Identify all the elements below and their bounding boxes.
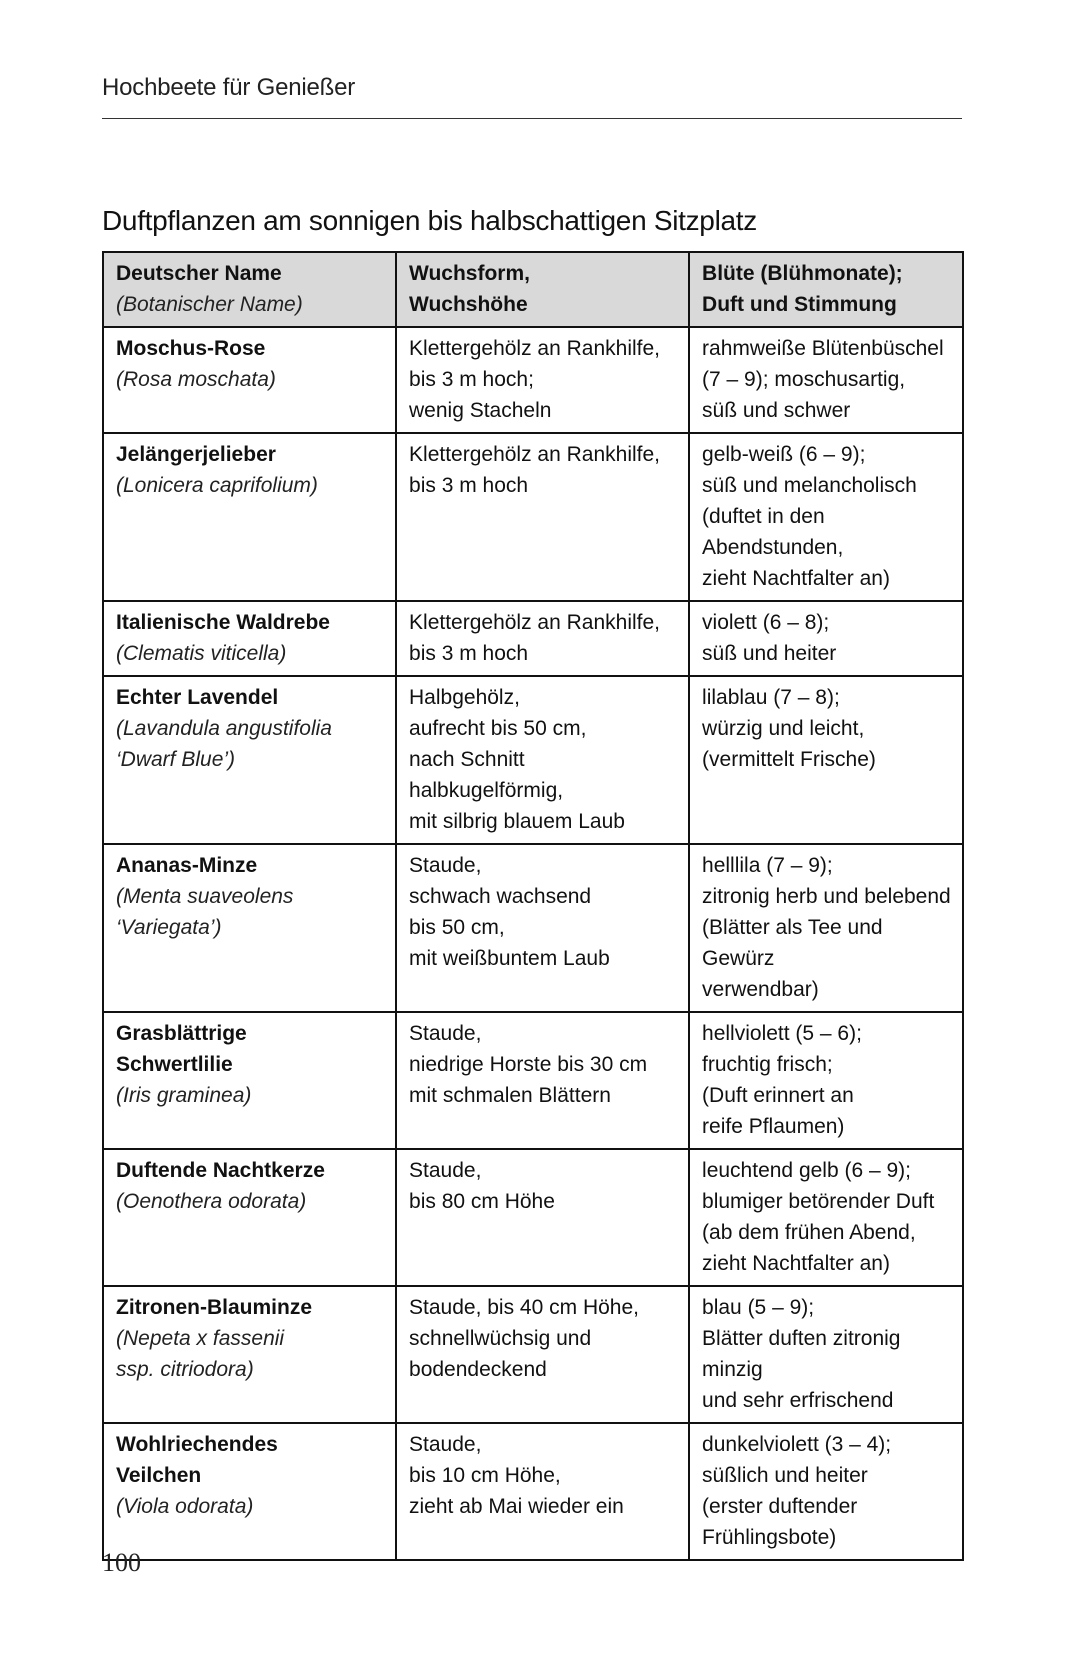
growth-text: bis 3 m hoch; <box>409 368 534 391</box>
bloom-text: blau (5 – 9); <box>702 1296 815 1319</box>
cell-growth <box>396 1149 689 1286</box>
bloom-text: (7 – 9); moschusartig, <box>702 368 906 391</box>
botanical-name: (Clematis viticella) <box>116 642 287 665</box>
cell-bloom <box>689 1423 963 1560</box>
cell-bloom <box>689 1286 963 1423</box>
german-name: Wohlriechendes <box>116 1433 278 1456</box>
growth-text: Klettergehölz an Rankhilfe, <box>409 443 661 466</box>
cell-bloom <box>689 1149 963 1286</box>
growth-text: Staude, <box>409 1159 482 1182</box>
bloom-text: lilablau (7 – 8); <box>702 686 840 709</box>
german-name: Grasblättrige <box>116 1022 247 1045</box>
bloom-text: leuchtend gelb (6 – 9); <box>702 1159 912 1182</box>
bloom-text: süß und melancholisch <box>702 474 917 497</box>
cell-bloom <box>689 327 963 433</box>
growth-text: mit schmalen Blättern <box>409 1084 611 1107</box>
growth-text: Klettergehölz an Rankhilfe, <box>409 337 661 360</box>
header-name <box>103 252 396 327</box>
german-name: Ananas-Minze <box>116 854 258 877</box>
growth-text: wenig Stacheln <box>409 399 552 422</box>
growth-text: bis 10 cm Höhe, <box>409 1464 561 1487</box>
header-growth <box>396 252 689 327</box>
growth-text: Staude, <box>409 1022 482 1045</box>
table-body <box>103 327 963 1560</box>
cell-growth <box>396 433 689 601</box>
cell-growth <box>396 676 689 844</box>
running-head: Hochbeete für Genießer <box>102 74 356 101</box>
cell-plant-name <box>103 1423 396 1560</box>
botanical-name: (Viola odorata) <box>116 1495 254 1518</box>
bloom-text: Frühlingsbote) <box>702 1526 837 1549</box>
cell-bloom <box>689 601 963 676</box>
botanical-name: (Iris graminea) <box>116 1084 252 1107</box>
header-bloom <box>689 252 963 327</box>
botanical-name: ‘Variegata’) <box>116 916 222 939</box>
growth-text: schwach wachsend <box>409 885 592 908</box>
growth-text: mit silbrig blauem Laub <box>409 810 625 833</box>
growth-text: nach Schnitt <box>409 748 525 771</box>
cell-plant-name <box>103 433 396 601</box>
bloom-text: und sehr erfrischend <box>702 1389 894 1412</box>
bloom-text: Blätter duften zitronig minzig <box>702 1327 901 1381</box>
table-row <box>103 844 963 1012</box>
bloom-text: hellviolett (5 – 6); <box>702 1022 862 1045</box>
growth-text: Staude, bis 40 cm Höhe, <box>409 1296 639 1319</box>
table-row <box>103 1423 963 1560</box>
german-name: Echter Lavendel <box>116 686 279 709</box>
german-name: Veilchen <box>116 1464 202 1487</box>
botanical-name: (Oenothera odorata) <box>116 1190 307 1213</box>
header-growth-line2: Wuchshöhe <box>409 293 528 316</box>
bloom-text: (duftet in den Abendstunden, <box>702 505 844 559</box>
german-name: Moschus-Rose <box>116 337 266 360</box>
header-growth-line1: Wuchsform, <box>409 262 530 285</box>
growth-text: Klettergehölz an Rankhilfe, <box>409 611 661 634</box>
header-rule <box>102 118 962 119</box>
table-row <box>103 1286 963 1423</box>
bloom-text: (erster duftender <box>702 1495 858 1518</box>
bloom-text: helllila (7 – 9); <box>702 854 833 877</box>
growth-text: bodendeckend <box>409 1358 547 1381</box>
botanical-name: (Lonicera caprifolium) <box>116 474 318 497</box>
german-name: Italienische Waldrebe <box>116 611 330 634</box>
growth-text: niedrige Horste bis 30 cm <box>409 1053 648 1076</box>
cell-plant-name <box>103 1149 396 1286</box>
bloom-text: süß und heiter <box>702 642 837 665</box>
botanical-name: (Menta suaveolens <box>116 885 294 908</box>
bloom-text: fruchtig frisch; <box>702 1053 833 1076</box>
cell-bloom <box>689 1012 963 1149</box>
botanical-name: (Nepeta x fassenii <box>116 1327 285 1350</box>
header-bloom-line2: Duft und Stimmung <box>702 293 897 316</box>
german-name: Schwertlilie <box>116 1053 233 1076</box>
table-title: Duftpflanzen am sonnigen bis halbschattigen Sitzplatz <box>102 205 757 236</box>
bloom-text: (Blätter als Tee und Gewürz <box>702 916 883 970</box>
bloom-text: (ab dem frühen Abend, <box>702 1221 916 1244</box>
growth-text: aufrecht bis 50 cm, <box>409 717 587 740</box>
botanical-name: (Lavandula angustifolia <box>116 717 332 740</box>
bloom-text: zieht Nachtfalter an) <box>702 567 890 590</box>
growth-text: bis 80 cm Höhe <box>409 1190 555 1213</box>
cell-plant-name <box>103 327 396 433</box>
growth-text: bis 3 m hoch <box>409 474 529 497</box>
bloom-text: zitronig herb und belebend <box>702 885 951 908</box>
growth-text: bis 3 m hoch <box>409 642 529 665</box>
bloom-text: reife Pflaumen) <box>702 1115 845 1138</box>
german-name: Zitronen-Blauminze <box>116 1296 313 1319</box>
table-header-row <box>103 252 963 327</box>
cell-plant-name <box>103 676 396 844</box>
cell-growth <box>396 1012 689 1149</box>
cell-plant-name <box>103 601 396 676</box>
botanical-name: ssp. citriodora) <box>116 1358 254 1381</box>
growth-text: Staude, <box>409 854 482 877</box>
bloom-text: gelb-weiß (6 – 9); <box>702 443 866 466</box>
german-name: Jelängerjelieber <box>116 443 276 466</box>
bloom-text: (vermittelt Frische) <box>702 748 876 771</box>
growth-text: schnellwüchsig und <box>409 1327 592 1350</box>
growth-text: halbkugelförmig, <box>409 779 564 802</box>
botanical-name: (Rosa moschata) <box>116 368 276 391</box>
table-row <box>103 327 963 433</box>
cell-bloom <box>689 676 963 844</box>
botanical-name: ‘Dwarf Blue’) <box>116 748 236 771</box>
cell-plant-name <box>103 1286 396 1423</box>
bloom-text: violett (6 – 8); <box>702 611 830 634</box>
growth-text: zieht ab Mai wieder ein <box>409 1495 624 1518</box>
cell-growth <box>396 844 689 1012</box>
german-name: Duftende Nachtkerze <box>116 1159 325 1182</box>
growth-text: Staude, <box>409 1433 482 1456</box>
header-name-label: Deutscher Name <box>116 262 282 285</box>
bloom-text: süß und schwer <box>702 399 851 422</box>
bloom-text: zieht Nachtfalter an) <box>702 1252 890 1275</box>
cell-growth <box>396 327 689 433</box>
bloom-text: verwendbar) <box>702 978 819 1001</box>
cell-growth <box>396 1423 689 1560</box>
header-botanical-label: (Botanischer Name) <box>116 293 303 316</box>
cell-growth <box>396 1286 689 1423</box>
cell-growth <box>396 601 689 676</box>
bloom-text: süßlich und heiter <box>702 1464 868 1487</box>
bloom-text: rahmweiße Blütenbüschel <box>702 337 944 360</box>
cell-plant-name <box>103 1012 396 1149</box>
cell-bloom <box>689 433 963 601</box>
cell-bloom <box>689 844 963 1012</box>
bloom-text: blumiger betörender Duft <box>702 1190 935 1213</box>
table-row <box>103 433 963 601</box>
bloom-text: würzig und leicht, <box>702 717 865 740</box>
growth-text: Halbgehölz, <box>409 686 520 709</box>
growth-text: bis 50 cm, <box>409 916 505 939</box>
table-row <box>103 1012 963 1149</box>
page-number: 100 <box>102 1548 141 1577</box>
bloom-text: dunkelviolett (3 – 4); <box>702 1433 892 1456</box>
table-row <box>103 676 963 844</box>
cell-plant-name <box>103 844 396 1012</box>
bloom-text: (Duft erinnert an <box>702 1084 854 1107</box>
plant-table <box>102 251 964 1561</box>
header-bloom-line1: Blüte (Blühmonate); <box>702 262 903 285</box>
table-row <box>103 1149 963 1286</box>
table-row <box>103 601 963 676</box>
growth-text: mit weißbuntem Laub <box>409 947 610 970</box>
